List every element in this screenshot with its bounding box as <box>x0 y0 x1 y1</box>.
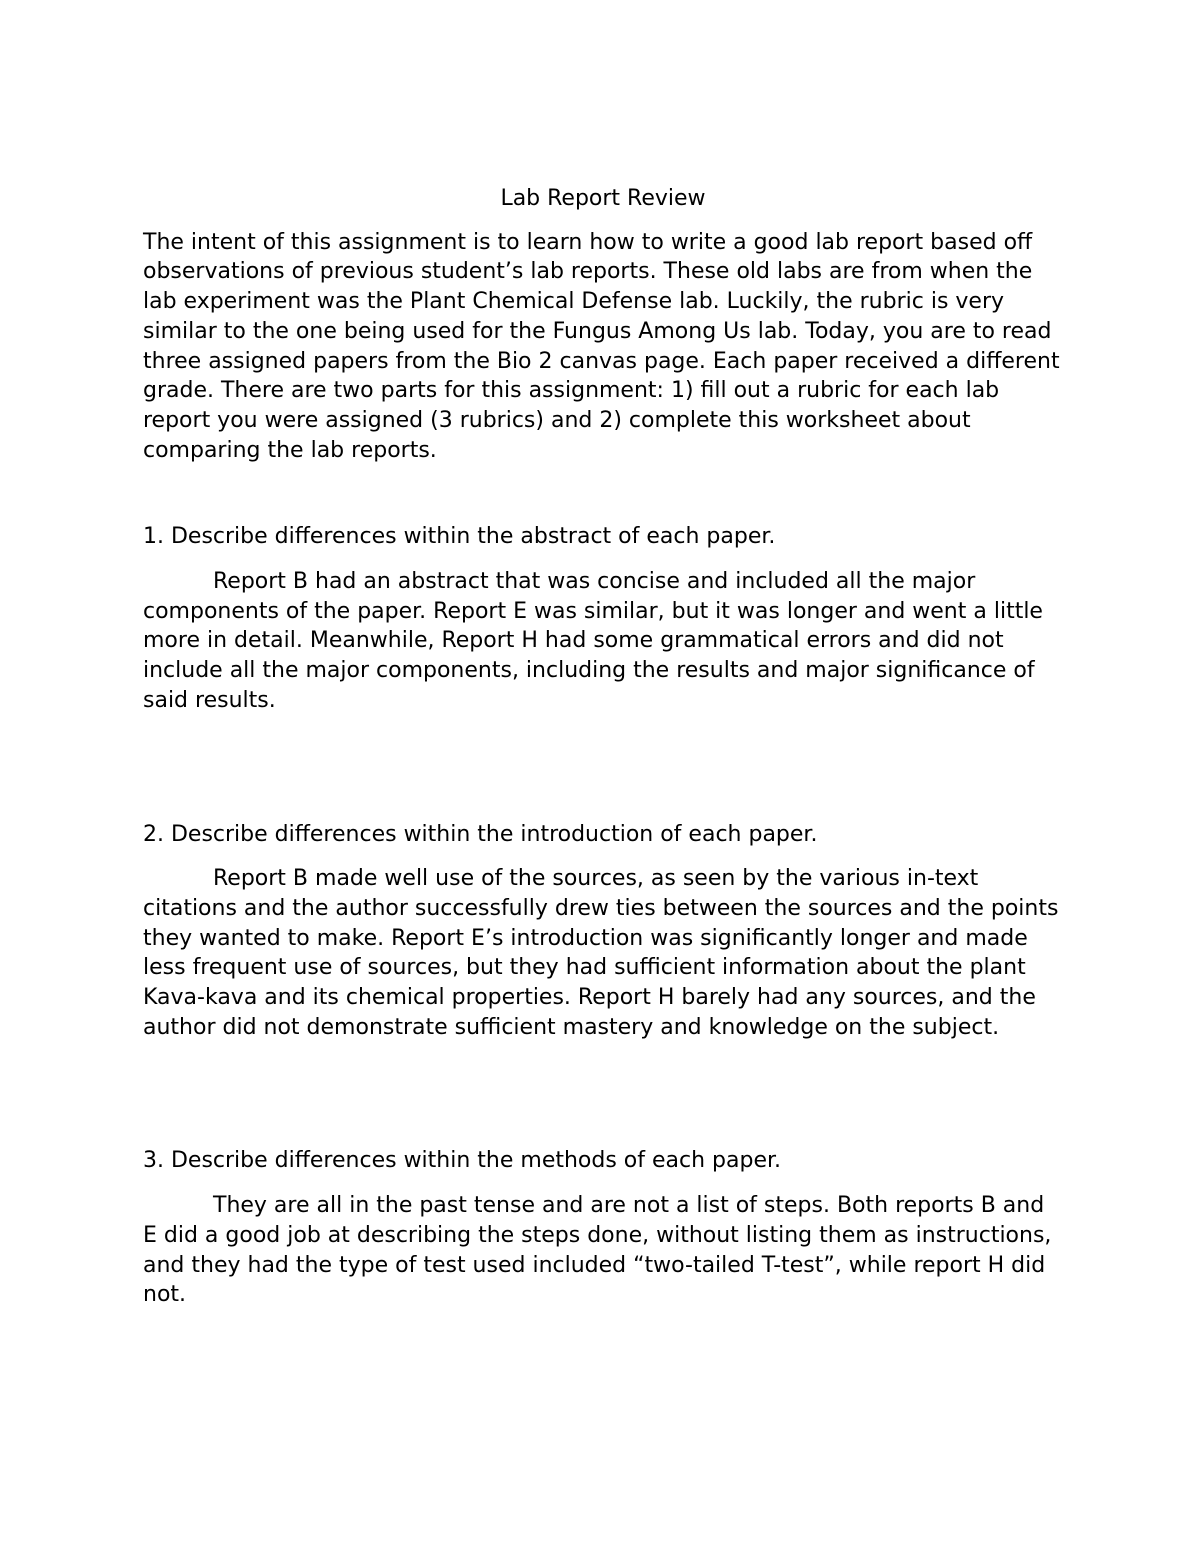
intro-paragraph: The intent of this assignment is to learn how to write a good lab report based off observations of previous student’s lab reports. These old labs are from when the lab experiment was the Plant Chemical Defense lab. Luckily, the rubric is very similar to the one being used for the Fungus Among Us lab. Today, you are to read three assigned papers from the Bio 2 canvas page. Each paper received a different grade. There are two parts for this assignment: 1) fill out a rubric for each lab report you were assigned (3 rubrics) and 2) complete this worksheet about comparing the lab reports. <box>143 229 1060 463</box>
question-2: 2. Describe differences within the introduction of each paper. <box>143 821 818 847</box>
answer-3: They are all in the past tense and are not a list of steps. Both reports B and E did a good job at describing the steps done, without listing them as instructions, and they had the type of test used included “two-tailed T-test”, while report H did not. <box>143 1193 1052 1308</box>
document-content <box>143 184 1063 1310</box>
question-1: 1. Describe differences within the abstract of each paper. <box>143 524 776 550</box>
document-title: Lab Report Review <box>500 186 706 211</box>
answer-2: Report B made well use of the sources, as seen by the various in-text citations and the author successfully drew ties between the sources and the points they wanted to make. Report E’s introduction was significantly longer and made less frequent use of sources, but they had sufficient information about the plant Kava-kava and its chemical properties. Report H barely had any sources, and the author did not demonstrate sufficient mastery and knowledge on the subject. <box>143 866 1059 1040</box>
question-3: 3. Describe differences within the methods of each paper. <box>143 1148 782 1174</box>
answer-1: Report B had an abstract that was concise and included all the major components of the paper. Report E was similar, but it was longer and went a little more in detail. Meanwhile, Report H had some grammatical errors and did not include all the major components, including the results and major significance of said results. <box>143 569 1043 713</box>
